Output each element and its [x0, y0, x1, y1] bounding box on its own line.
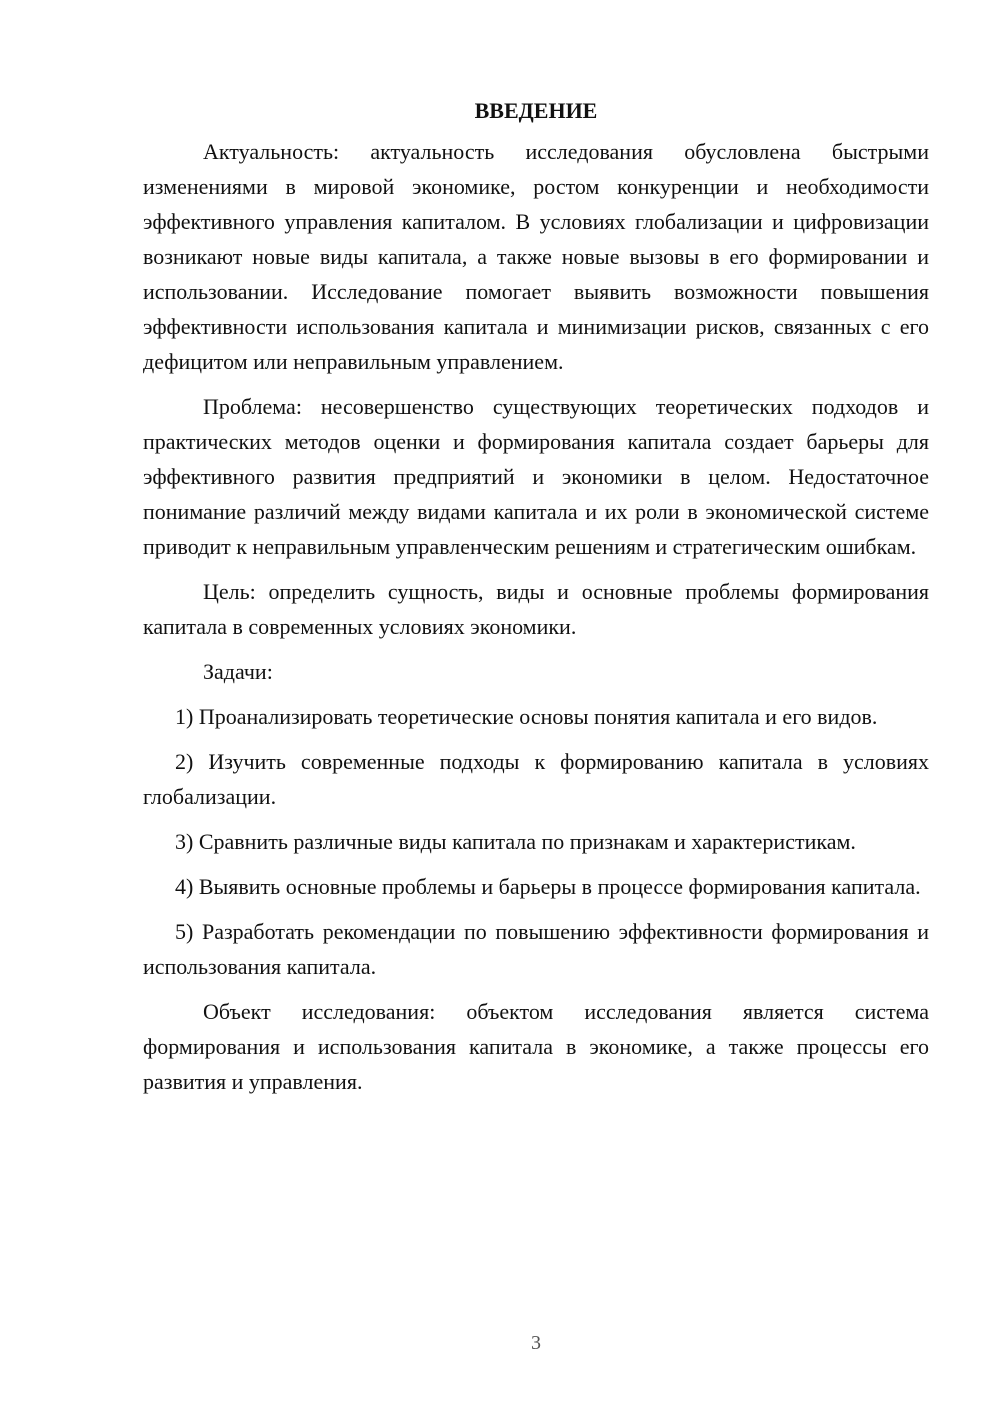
- document-page: [143, 96, 929, 1109]
- page-number: 3: [531, 1332, 541, 1354]
- task-item-3: 3) Сравнить различные виды капитала по признакам и характеристикам.: [175, 829, 856, 854]
- task-item-5: 5) Разработать рекомендации по повышению эффективности формирования и использования капитала.: [143, 919, 929, 979]
- task-item-2: 2) Изучить современные подходы к формированию капитала в условиях глобализации.: [143, 749, 929, 809]
- object-paragraph: Объект исследования: объектом исследования является система формирования и использования капитала в экономике, а также процессы его развития и управления.: [143, 999, 929, 1094]
- relevance-paragraph: Актуальность: актуальность исследования обусловлена быстрыми изменениями в мировой экономике, ростом конкуренции и необходимости эффективного управления капиталом. В условиях глобализации и цифровизации возникают новые виды капитала, а также новые вызовы в его формировании и использовании. Исследование помогает выявить возможности повышения эффективности использования капитала и минимизации рисков, связанных с его дефицитом или неправильным управлением.: [143, 139, 929, 374]
- tasks-label: Задачи:: [203, 659, 273, 684]
- goal-paragraph: Цель: определить сущность, виды и основные проблемы формирования капитала в современных условиях экономики.: [143, 579, 929, 639]
- task-item-1: 1) Проанализировать теоретические основы понятия капитала и его видов.: [175, 704, 878, 729]
- task-item-4: 4) Выявить основные проблемы и барьеры в процессе формирования капитала.: [175, 874, 921, 899]
- section-heading: ВВЕДЕНИЕ: [474, 98, 598, 123]
- problem-paragraph: Проблема: несовершенство существующих теоретических подходов и практических методов оценки и формирования капитала создает барьеры для эффективного развития предприятий и экономики в целом. Недостаточное понимание различий между видами капитала и их роли в экономической системе приводит к неправильным управленческим решениям и стратегическим ошибкам.: [143, 394, 929, 559]
